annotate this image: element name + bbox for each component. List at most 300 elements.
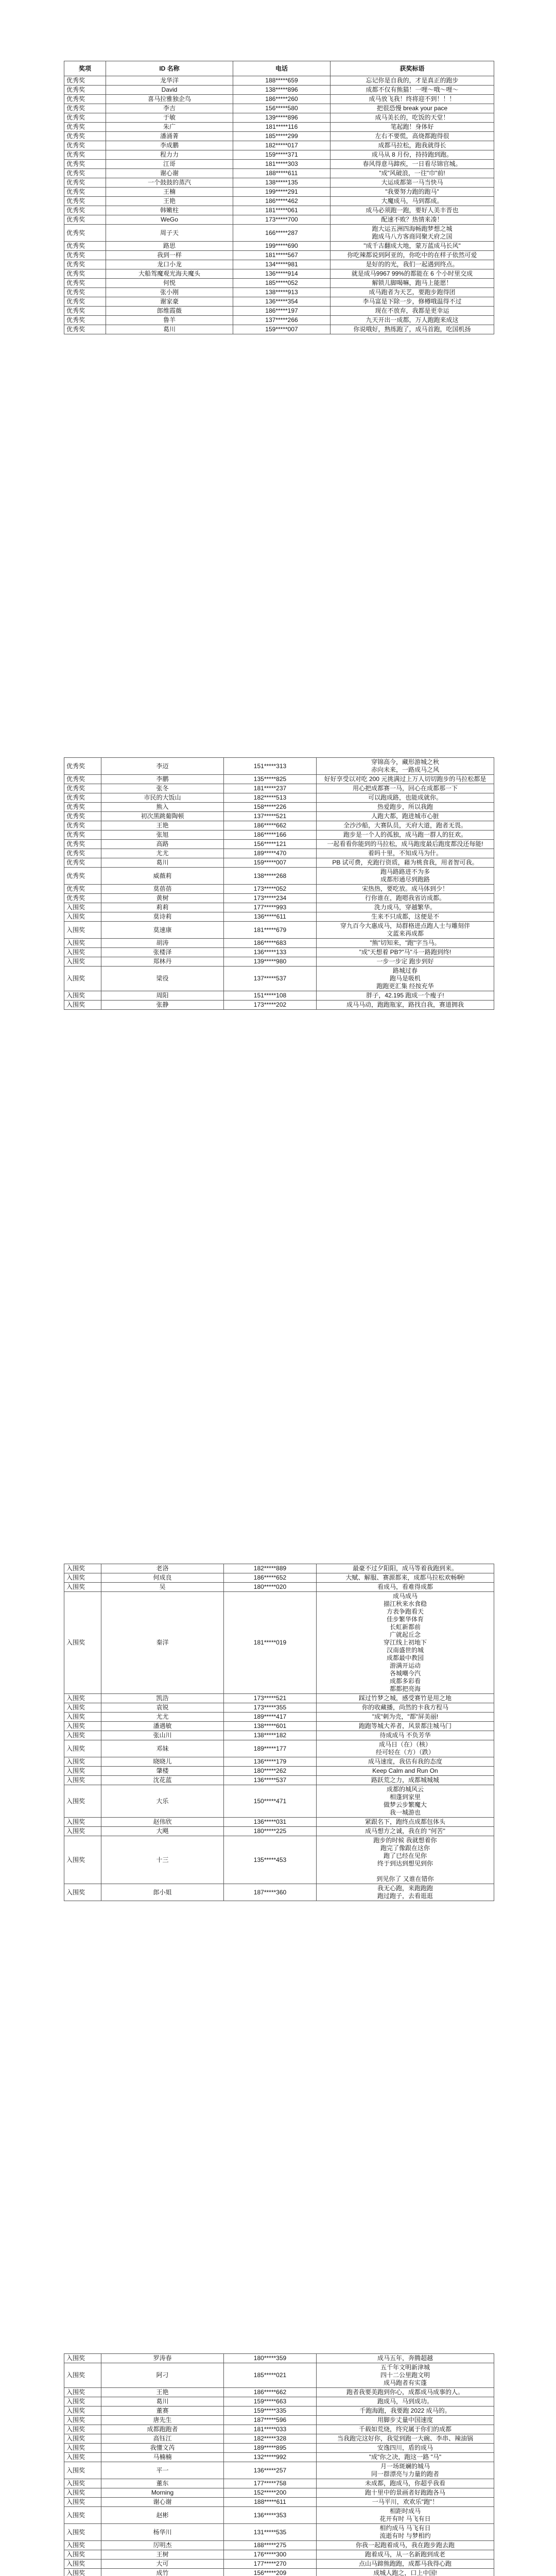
slogan-cell: 跑大运五洲四海畅跑梦想之城 跑成马八方客商同聚天府之国 (331, 225, 494, 242)
award-cell: 优秀奖 (64, 784, 101, 793)
table-row (64, 2388, 494, 2397)
phone-cell: 180*****225 (224, 1827, 317, 1836)
award-cell: 入围奖 (64, 1564, 101, 1573)
slogan-cell: 你我一起跑着成马，我在跑步跑去跑 (317, 2541, 494, 2550)
slogan-cell: "成"刺为壳，"都"屏美丽! (317, 1713, 494, 1722)
phone-cell: 159*****007 (224, 858, 317, 868)
award-cell: 入围奖 (64, 903, 101, 912)
phone-cell: 156*****580 (233, 104, 331, 113)
slogan-cell: "成"天想着 PB?"马"斗一路跑到终! (317, 948, 494, 957)
phone-cell: 138*****601 (224, 1722, 317, 1731)
id-cell: 李吉 (106, 104, 233, 113)
slogan-cell: 成都的城风云 相蓬到家里 做梦云步繁魔大 我一城游也 (317, 1785, 494, 1818)
award-cell: 优秀奖 (64, 821, 101, 831)
table-row (64, 307, 494, 316)
slogan-cell: 成马五年，奔腾超越 (317, 2354, 494, 2363)
table-row (64, 1731, 494, 1740)
award-cell: 优秀奖 (64, 188, 106, 197)
id-cell: 赵彬 (101, 2507, 224, 2524)
id-cell: 初次黑跳葡陶顿 (101, 812, 224, 821)
award-cell: 入围奖 (64, 1785, 101, 1818)
table-row (64, 2444, 494, 2453)
table-row (64, 269, 494, 279)
award-cell: 入围奖 (64, 1884, 101, 1901)
table-row (64, 1827, 494, 1836)
table-row (64, 894, 494, 903)
award-cell: 入围奖 (64, 1740, 101, 1757)
award-cell: 优秀奖 (64, 831, 101, 840)
table-row (64, 2397, 494, 2406)
id-cell: 王艳 (101, 821, 224, 831)
table-row (64, 1722, 494, 1731)
award-cell: 入围奖 (64, 912, 101, 922)
phone-cell: 181*****116 (233, 123, 331, 132)
table-row (64, 1713, 494, 1722)
table-row (64, 251, 494, 260)
table-row (64, 831, 494, 840)
slogan-cell: 行你谁在，跑嗯我省访成都。 (317, 894, 494, 903)
table-row (64, 868, 494, 885)
slogan-cell: 跑成马，马到成功。 (317, 2397, 494, 2406)
slogan-cell: 千载如荒烧，终究属于你们的成都 (317, 2425, 494, 2434)
phone-cell: 189*****177 (224, 1740, 317, 1757)
phone-cell: 177*****270 (224, 2560, 317, 2569)
id-cell: 大飓 (101, 1827, 224, 1836)
table-row (64, 967, 494, 991)
header-id: ID 名称 (106, 61, 233, 76)
slogan-cell: "熊"切知来，"跑"字当马。 (317, 939, 494, 948)
slogan-cell: 你的收藏播，尚然的卡我方程马 (317, 1703, 494, 1713)
phone-cell: 151*****313 (224, 758, 317, 775)
table-row (64, 1884, 494, 1901)
slogan-cell: 一起看看你能到的马拉松，成马跑度最后跑度都没还每能! (317, 840, 494, 849)
slogan-cell: 跑马路路进不为多 成都形通尽到跑路 (317, 868, 494, 885)
award-cell: 入围奖 (64, 2550, 101, 2560)
table-row (64, 793, 494, 803)
table-row (64, 758, 494, 775)
table-row (64, 123, 494, 132)
phone-cell: 182*****513 (224, 793, 317, 803)
table-row (64, 1767, 494, 1776)
id-cell: 鲁羊 (106, 316, 233, 325)
phone-cell: 180*****020 (224, 1583, 317, 1592)
phone-cell: 137*****521 (224, 812, 317, 821)
award-cell: 优秀奖 (64, 812, 101, 821)
id-cell: 周子天 (106, 225, 233, 242)
table-row (64, 957, 494, 967)
slogan-cell: 跑着成马，从一名新跑到成老 (317, 2550, 494, 2560)
id-cell: 朱广 (106, 123, 233, 132)
phone-cell: 186*****260 (233, 95, 331, 104)
phone-cell: 189*****470 (224, 849, 317, 858)
phone-cell: 182*****328 (224, 2434, 317, 2444)
id-cell: 成都跑跑者 (101, 2425, 224, 2434)
id-cell: 张静 (101, 1001, 224, 1010)
award-cell: 优秀奖 (64, 251, 106, 260)
slogan-cell: 穿锦高今，藏形游城之秋 赤向未来，一路成马之风 (317, 758, 494, 775)
table-row (64, 1694, 494, 1703)
table-row (64, 948, 494, 957)
phone-cell: 136*****031 (224, 1818, 317, 1827)
award-cell: 优秀奖 (64, 104, 106, 113)
award-cell: 优秀奖 (64, 849, 101, 858)
slogan-cell: 成马成马 描江秋来水食稳 方表争跑看天 佳步繁华体育 长虹新都前 广就起丘念 穿江线上初地下 汉南盛世的城 成都最中教园 游满开运动 各城嘲今汽 成都多彩看 都都把亮海 (317, 1592, 494, 1694)
award-cell: 优秀奖 (64, 215, 106, 225)
phone-cell: 186*****462 (233, 197, 331, 206)
table-row (64, 279, 494, 288)
slogan-cell: 成马必须跑一跑，要好人美丰晋也 (331, 206, 494, 215)
id-cell: 黄树 (101, 894, 224, 903)
table-row (64, 2453, 494, 2462)
table-row (64, 113, 494, 123)
award-cell: 优秀奖 (64, 885, 101, 894)
award-cell: 优秀奖 (64, 86, 106, 95)
phone-cell: 166*****287 (233, 225, 331, 242)
award-cell: 优秀奖 (64, 260, 106, 269)
table-row (64, 2363, 494, 2388)
table-row (64, 2560, 494, 2569)
slogan-cell: 好好享受以对吃 200 元挑满过上万人切切跑步的马拉松都是 (317, 775, 494, 784)
award-cell: 优秀奖 (64, 178, 106, 188)
award-cell: 入围奖 (64, 2453, 101, 2462)
phone-cell: 156*****209 (224, 2569, 317, 2576)
id-cell: 市民的大饭山 (101, 793, 224, 803)
award-cell: 优秀奖 (64, 307, 106, 316)
table-row (64, 812, 494, 821)
slogan-cell: 成马从 8 月份，持持跑到跑。 (331, 150, 494, 160)
id-cell: 唐先生 (101, 2416, 224, 2425)
slogan-cell: 相约成马 马飞有日 流逝有时 与梦相约 (317, 2524, 494, 2541)
phone-cell: 186*****652 (224, 1573, 317, 1583)
phone-cell: 136*****914 (233, 269, 331, 279)
slogan-cell: 用脚步丈量中国速度 (317, 2416, 494, 2425)
phone-cell: 136*****179 (224, 1757, 317, 1767)
table-row (64, 2569, 494, 2576)
award-cell: 入围奖 (64, 1776, 101, 1785)
phone-cell: 189*****895 (224, 2444, 317, 2453)
slogan-cell: PB 试可费，充跑行资质，藉为桃食我，用者智可我。 (317, 858, 494, 868)
award-cell: 入围奖 (64, 2397, 101, 2406)
slogan-cell: 跑者我要美跑到你心，成都成马成事的人。 (317, 2388, 494, 2397)
award-cell: 优秀奖 (64, 95, 106, 104)
id-cell: 董赛 (101, 2406, 224, 2416)
slogan-cell: 成都马拉松，跑我就得长 (331, 141, 494, 150)
award-cell: 入围奖 (64, 2524, 101, 2541)
award-cell: 入围奖 (64, 1694, 101, 1703)
award-cell: 入围奖 (64, 2498, 101, 2507)
id-cell: 莉莉 (101, 903, 224, 912)
slogan-cell: 成马想方之诚，我在的 "何苦" (317, 1827, 494, 1836)
phone-cell: 131*****535 (224, 2524, 317, 2541)
id-cell: 谢心谢 (101, 2498, 224, 2507)
award-cell: 优秀奖 (64, 132, 106, 141)
slogan-cell: 大赋、解服、赛源都来，成都马拉松欢畅啊! (317, 1573, 494, 1583)
id-cell: 厉明杰 (101, 2541, 224, 2550)
table-row (64, 1703, 494, 1713)
id-cell: 大可 (101, 2560, 224, 2569)
table-row (64, 1001, 494, 1010)
table-row (64, 1757, 494, 1767)
id-cell: 一个鼓鼓的蒸汽 (106, 178, 233, 188)
phone-cell: 134*****981 (233, 260, 331, 269)
id-cell: 阿刁 (101, 2363, 224, 2388)
id-cell: 潘遇敏 (101, 1722, 224, 1731)
id-cell: 晓晓儿 (101, 1757, 224, 1767)
table-row (64, 903, 494, 912)
table-row (64, 76, 494, 86)
award-cell: 优秀奖 (64, 279, 106, 288)
table-row (64, 2416, 494, 2425)
id-cell: 李成鹏 (106, 141, 233, 150)
award-cell: 优秀奖 (64, 868, 101, 885)
slogan-cell: 左右不要慌，高烧都跑得很 (331, 132, 494, 141)
id-cell: 何悦 (106, 279, 233, 288)
slogan-cell: 一步一步定 跑步到好 (317, 957, 494, 967)
id-cell: 张冬 (101, 784, 224, 793)
id-cell: 韩嫩柱 (106, 206, 233, 215)
award-cell: 优秀奖 (64, 297, 106, 307)
phone-cell: 176*****300 (224, 2550, 317, 2560)
id-cell: 赵伟欣 (101, 1818, 224, 1827)
phone-cell: 180*****262 (224, 1767, 317, 1776)
table-row (64, 1592, 494, 1694)
slogan-cell: 我无心跑，来跑跑跑 跑过跑子，去看逛逛 (317, 1884, 494, 1901)
phone-cell: 189*****417 (224, 1713, 317, 1722)
phone-cell: 138*****913 (233, 288, 331, 297)
table-row (64, 912, 494, 922)
table-row (64, 197, 494, 206)
award-cell: 入围奖 (64, 2462, 101, 2479)
phone-cell: 159*****663 (224, 2397, 317, 2406)
id-cell: 威薇莉 (101, 868, 224, 885)
table-row (64, 242, 494, 251)
award-cell: 优秀奖 (64, 123, 106, 132)
phone-cell: 181*****033 (224, 2425, 317, 2434)
award-cell: 优秀奖 (64, 840, 101, 849)
slogan-cell: 笔起跑！身体好 (331, 123, 494, 132)
id-cell: 王楠 (106, 188, 233, 197)
phone-cell: 159*****335 (224, 2406, 317, 2416)
id-cell: 龙华洋 (106, 76, 233, 86)
slogan-cell: 最豪不过夕阳阳，成马等着我跑到来。 (317, 1564, 494, 1573)
id-cell: 秦洋 (101, 1592, 224, 1694)
phone-cell: 182*****017 (233, 141, 331, 150)
phone-cell: 186*****662 (224, 821, 317, 831)
header-slogan: 获奖标语 (331, 61, 494, 76)
slogan-cell: 成都不仅有熊猫！一哩～哦～哩～ (331, 86, 494, 95)
phone-cell: 181*****019 (224, 1592, 317, 1694)
slogan-cell: 紧跟名下，跑终点成都包体头 (317, 1818, 494, 1827)
table-row (64, 2498, 494, 2507)
slogan-cell: 着吗十里，不知成马为什。 (317, 849, 494, 858)
award-cell: 入围奖 (64, 922, 101, 939)
table-row (64, 840, 494, 849)
table-row (64, 803, 494, 812)
phone-cell: 186*****683 (224, 939, 317, 948)
id-cell: 莫蓓蓓 (101, 885, 224, 894)
id-cell: 郎小姐 (101, 1884, 224, 1901)
id-cell: 李鹏 (101, 775, 224, 784)
id-cell: 董东 (101, 2479, 224, 2488)
award-cell: 入围奖 (64, 1722, 101, 1731)
table-row (64, 2550, 494, 2560)
id-cell: 莫诗莉 (101, 912, 224, 922)
award-cell: 优秀奖 (64, 316, 106, 325)
id-cell: 沈花蓝 (101, 1776, 224, 1785)
award-cell: 优秀奖 (64, 242, 106, 251)
phone-cell: 135*****825 (224, 775, 317, 784)
id-cell: 程力力 (106, 150, 233, 160)
id-cell: 吴 (101, 1583, 224, 1592)
id-cell: 熊入 (101, 803, 224, 812)
award-cell: 入围奖 (64, 1757, 101, 1767)
phone-cell: 181*****303 (233, 160, 331, 169)
award-cell: 优秀奖 (64, 793, 101, 803)
slogan-cell: 李马富是下除一步，修樽哦温得不过 (331, 297, 494, 307)
phone-cell: 187*****360 (224, 1884, 317, 1901)
phone-cell: 138*****268 (224, 868, 317, 885)
slogan-cell: 成马美长的，吃饭的天堂！ (331, 113, 494, 123)
table-row (64, 1740, 494, 1757)
phone-cell: 181*****237 (224, 784, 317, 793)
id-cell: 高路 (101, 840, 224, 849)
slogan-cell: 看成马，看难得成都 (317, 1583, 494, 1592)
phone-cell: 188*****275 (224, 2541, 317, 2550)
award-cell: 入围奖 (64, 1836, 101, 1884)
phone-cell: 158*****226 (224, 803, 317, 812)
phone-cell: 181*****567 (233, 251, 331, 260)
phone-cell: 138*****896 (233, 86, 331, 95)
slogan-cell: 现在不放弃，我都是更幸运 (331, 307, 494, 316)
id-cell: 张楼泽 (101, 948, 224, 957)
header-award: 奖项 (64, 61, 106, 76)
slogan-cell: 路跃荒之力，成都城城城 (317, 1776, 494, 1785)
award-cell: 优秀奖 (64, 288, 106, 297)
table-row (64, 2479, 494, 2488)
table-row (64, 225, 494, 242)
table-row (64, 160, 494, 169)
award-cell: 入围奖 (64, 967, 101, 991)
table-row (64, 141, 494, 150)
table-row (64, 1785, 494, 1818)
table-row (64, 316, 494, 325)
table-row (64, 288, 494, 297)
award-cell: 优秀奖 (64, 113, 106, 123)
id-cell: 喜马拉雅独企鸟 (106, 95, 233, 104)
phone-cell: 159*****371 (233, 150, 331, 160)
award-cell: 入围奖 (64, 2569, 101, 2576)
phone-cell: 177*****758 (224, 2479, 317, 2488)
slogan-cell: 人跑大都，跑进城市心脏 (317, 812, 494, 821)
phone-cell: 181*****679 (224, 922, 317, 939)
slogan-cell: "成千古翻成大地，蒙万蓝成马长风" (331, 242, 494, 251)
award-cell: 入围奖 (64, 2444, 101, 2453)
phone-cell: 185*****052 (233, 279, 331, 288)
id-cell: WeGo (106, 215, 233, 225)
slogan-cell: 成马速度，我估有我的态度 (317, 1757, 494, 1767)
id-cell: 高钰江 (101, 2434, 224, 2444)
slogan-cell: 穿九百今大惠成马，局群格进点跑人士与雕刻伴 文蓝来再成都 (317, 922, 494, 939)
slogan-cell: "成"你之决，跑这一路 "马" (317, 2453, 494, 2462)
award-cell: 入围奖 (64, 1767, 101, 1776)
table-row (64, 2434, 494, 2444)
awards-table-1 (64, 61, 494, 334)
table-row (64, 297, 494, 307)
id-cell: 罗涛春 (101, 2354, 224, 2363)
slogan-cell: 成马马动，跑跑瓶家，路找自我，赛道拥我 (317, 1001, 494, 1010)
slogan-cell: 安逸四川，盾的成马 (317, 2444, 494, 2453)
phone-cell: 173*****700 (233, 215, 331, 225)
table-row (64, 86, 494, 95)
award-cell: 入围奖 (64, 2416, 101, 2425)
id-cell: 李迈 (101, 758, 224, 775)
slogan-cell: 九天开出一成都，万人跑跑来成这 (331, 316, 494, 325)
awards-table-4 (64, 2353, 494, 2576)
award-cell: 优秀奖 (64, 758, 101, 775)
award-cell: 优秀奖 (64, 160, 106, 169)
table-row (64, 1836, 494, 1884)
phone-cell: 186*****197 (233, 307, 331, 316)
award-cell: 入围奖 (64, 2406, 101, 2416)
slogan-cell: 跑步的时候 我就想着你 跑完了像跟在这你 跑了已经在见你 终于到达到想见到你 到见你了 又谁在错你 (317, 1836, 494, 1884)
table-row (64, 2354, 494, 2363)
award-cell: 入围奖 (64, 2354, 101, 2363)
id-cell: 张旭 (101, 831, 224, 840)
slogan-cell: 相距时成马 花开有时 马飞有日 (317, 2507, 494, 2524)
slogan-cell: 大运成都第一马当快马 (331, 178, 494, 188)
id-cell: 张小刚 (106, 288, 233, 297)
id-cell: David (106, 86, 233, 95)
award-cell: 优秀奖 (64, 894, 101, 903)
id-cell: 十三 (101, 1836, 224, 1884)
id-cell: 凯浩 (101, 1694, 224, 1703)
table-row (64, 784, 494, 793)
id-cell: Morning (101, 2488, 224, 2498)
slogan-cell: 用心把成都赛一马，回心在成都那一下 (317, 784, 494, 793)
award-cell: 入围奖 (64, 939, 101, 948)
award-cell: 入围奖 (64, 948, 101, 957)
phone-cell: 173*****355 (224, 1703, 317, 1713)
id-cell: 潘涌菁 (106, 132, 233, 141)
id-cell: 尤尤 (101, 1713, 224, 1722)
phone-cell: 139*****980 (224, 957, 317, 967)
award-cell: 入围奖 (64, 2507, 101, 2524)
phone-cell: 136*****353 (224, 2507, 317, 2524)
table-row (64, 1583, 494, 1592)
table-row (64, 132, 494, 141)
table-row (64, 150, 494, 160)
slogan-cell: 待成成马 不负芳华 (317, 1731, 494, 1740)
award-cell: 优秀奖 (64, 169, 106, 178)
award-cell: 入围奖 (64, 991, 101, 1001)
slogan-cell: 月一场斑斓的城马 同一群漂亮与力量的跑者 (317, 2462, 494, 2479)
id-cell: 我到一样 (106, 251, 233, 260)
slogan-cell: 你说哦好，熟练跑了，成马首跑，吃国机扬 (331, 325, 494, 334)
award-cell: 入围奖 (64, 2541, 101, 2550)
award-cell: 入围奖 (64, 1592, 101, 1694)
phone-cell: 187*****596 (224, 2416, 317, 2425)
slogan-cell: 成马放飞我！终将迎不到！！！ (331, 95, 494, 104)
slogan-cell: 春风得意马蹄疾，一日看尽锦官城。 (331, 160, 494, 169)
award-cell: 入围奖 (64, 1827, 101, 1836)
id-cell: 尤尤 (101, 849, 224, 858)
table-row (64, 325, 494, 334)
table-row (64, 849, 494, 858)
phone-cell: 173*****521 (224, 1694, 317, 1703)
slogan-cell: 未成都，跑成马，你超乎我看 (317, 2479, 494, 2488)
slogan-cell: 洗力成马，穿越繁华。 (317, 903, 494, 912)
slogan-cell: "成"风破浪，一往"巾"前! (331, 169, 494, 178)
